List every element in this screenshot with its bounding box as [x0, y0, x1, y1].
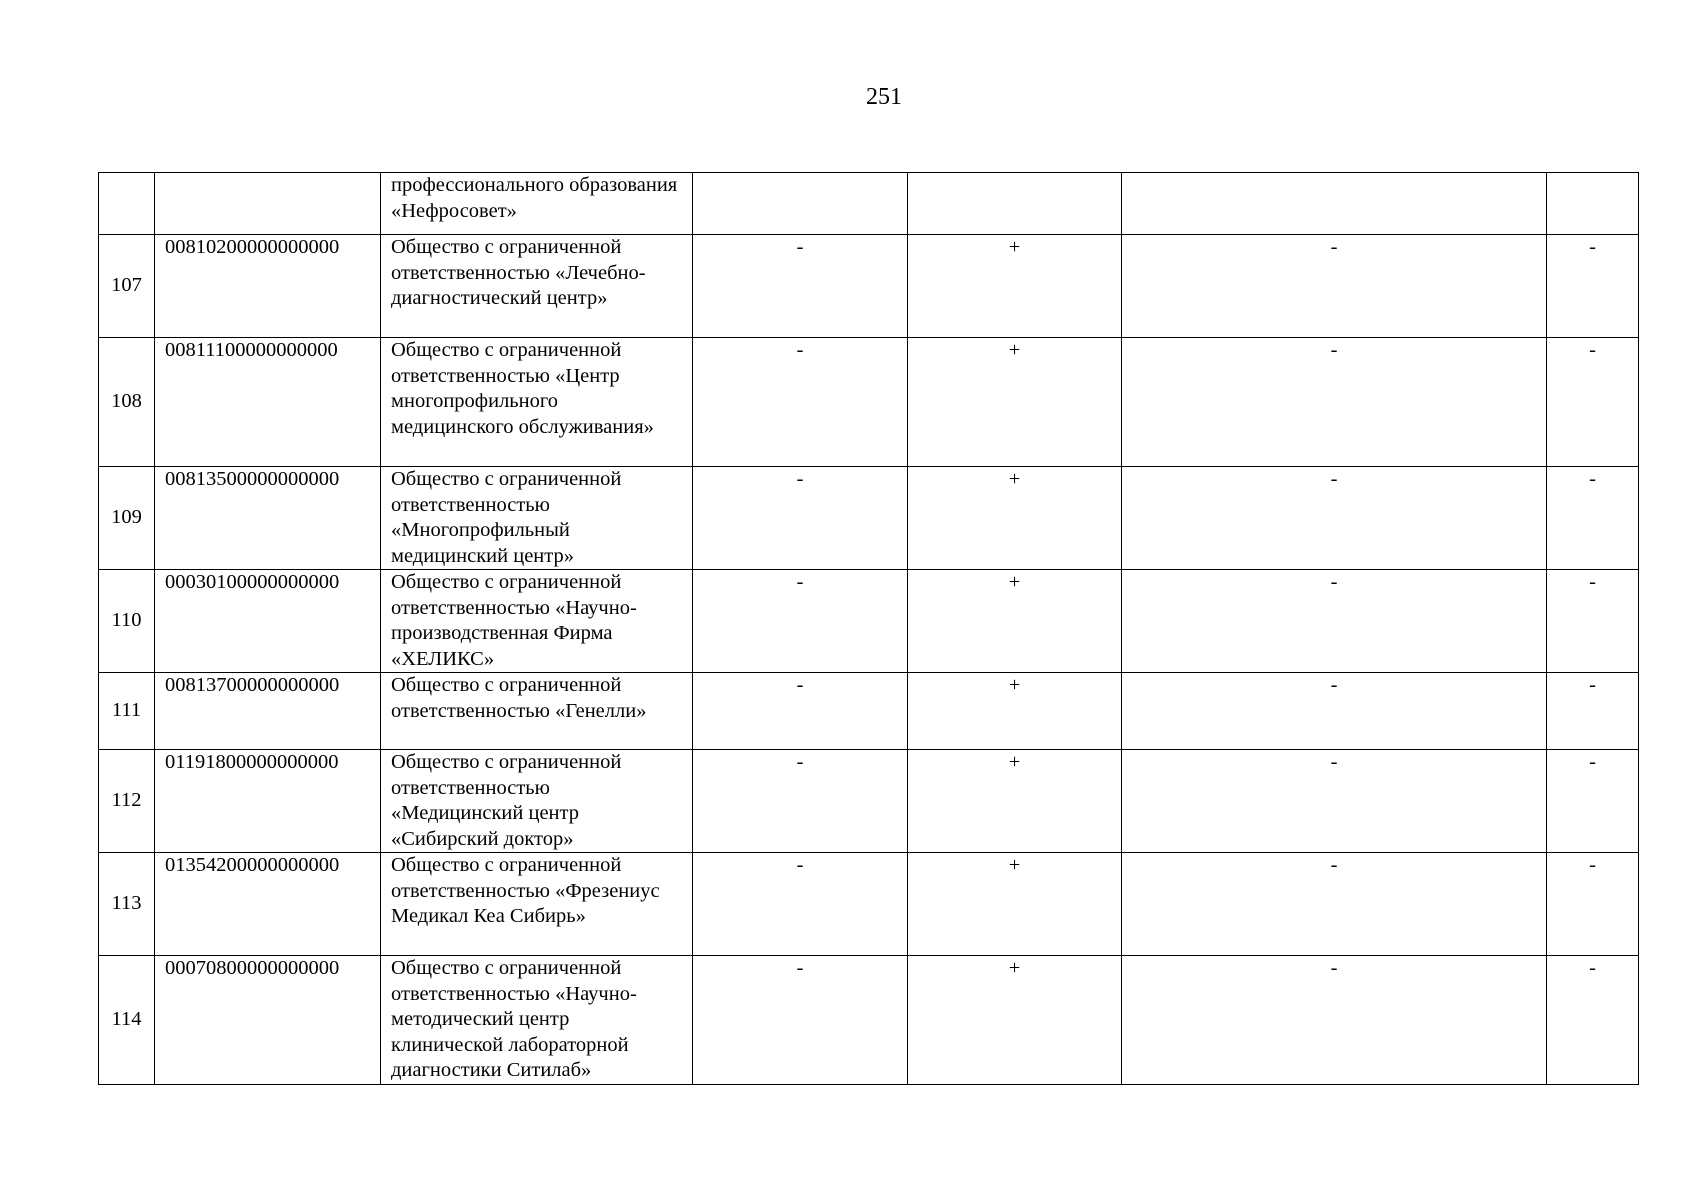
cell-name: Общество с ограниченной ответственностью «Научно-производственная Фирма «ХЕЛИКС»: [381, 570, 693, 673]
cell-number: 114: [99, 956, 155, 1085]
cell-number: 108: [99, 338, 155, 467]
cell-col-b: [908, 173, 1122, 235]
cell-col-c: -: [1122, 750, 1547, 853]
cell-name: Общество с ограниченной ответственностью «Лечебно-диагностический центр»: [381, 235, 693, 338]
cell-col-a: -: [693, 235, 908, 338]
cell-col-c: [1122, 173, 1547, 235]
cell-col-b: +: [908, 853, 1122, 956]
registry-table: [98, 172, 1639, 1085]
table-row: [99, 956, 1639, 1085]
cell-col-b: +: [908, 750, 1122, 853]
cell-col-b: +: [908, 338, 1122, 467]
cell-col-d: -: [1547, 235, 1639, 338]
cell-col-c: -: [1122, 956, 1547, 1085]
cell-number: 110: [99, 570, 155, 673]
cell-col-b: +: [908, 956, 1122, 1085]
cell-col-a: -: [693, 338, 908, 467]
cell-col-c: -: [1122, 673, 1547, 750]
cell-code: 00813700000000000: [155, 673, 381, 750]
cell-name: Общество с ограниченной ответственностью «Научно-методический центр клинической лабораторной диагностики Ситилаб»: [381, 956, 693, 1085]
cell-number: 112: [99, 750, 155, 853]
cell-number: 113: [99, 853, 155, 956]
table-row: [99, 467, 1639, 570]
cell-col-a: -: [693, 853, 908, 956]
cell-code: 00810200000000000: [155, 235, 381, 338]
cell-col-c: -: [1122, 235, 1547, 338]
table-row: [99, 853, 1639, 956]
cell-col-d: -: [1547, 570, 1639, 673]
cell-col-a: -: [693, 467, 908, 570]
table-row: [99, 750, 1639, 853]
cell-col-b: +: [908, 467, 1122, 570]
cell-col-a: [693, 173, 908, 235]
cell-code: [155, 173, 381, 235]
table-row: [99, 235, 1639, 338]
cell-col-a: -: [693, 570, 908, 673]
cell-code: 00811100000000000: [155, 338, 381, 467]
page-number: 251: [866, 84, 902, 110]
cell-name: Общество с ограниченной ответственностью «Центр многопрофильного медицинского обслуживания»: [381, 338, 693, 467]
table-row: [99, 570, 1639, 673]
cell-code: 01191800000000000: [155, 750, 381, 853]
cell-col-d: -: [1547, 467, 1639, 570]
cell-number: 109: [99, 467, 155, 570]
table-row: [99, 673, 1639, 750]
cell-col-c: -: [1122, 467, 1547, 570]
cell-name: Общество с ограниченной ответственностью «Многопрофильный медицинский центр»: [381, 467, 693, 570]
cell-code: 00070800000000000: [155, 956, 381, 1085]
cell-col-b: +: [908, 673, 1122, 750]
cell-name: Общество с ограниченной ответственностью «Фрезениус Медикал Кеа Сибирь»: [381, 853, 693, 956]
cell-number: [99, 173, 155, 235]
cell-name: профессионального образования «Нефросовет»: [381, 173, 693, 235]
table-row-continuation: [99, 173, 1639, 235]
cell-col-c: -: [1122, 853, 1547, 956]
cell-col-a: -: [693, 673, 908, 750]
cell-code: 01354200000000000: [155, 853, 381, 956]
cell-col-d: -: [1547, 673, 1639, 750]
cell-col-c: -: [1122, 338, 1547, 467]
cell-col-c: -: [1122, 570, 1547, 673]
cell-col-b: +: [908, 235, 1122, 338]
cell-code: 00030100000000000: [155, 570, 381, 673]
cell-name: Общество с ограниченной ответственностью «Генелли»: [381, 673, 693, 750]
cell-number: 107: [99, 235, 155, 338]
cell-col-d: -: [1547, 338, 1639, 467]
cell-col-d: -: [1547, 956, 1639, 1085]
cell-col-d: -: [1547, 853, 1639, 956]
cell-number: 111: [99, 673, 155, 750]
cell-col-a: -: [693, 750, 908, 853]
cell-col-b: +: [908, 570, 1122, 673]
cell-col-a: -: [693, 956, 908, 1085]
cell-col-d: [1547, 173, 1639, 235]
cell-name: Общество с ограниченной ответственностью «Медицинский центр «Сибирский доктор»: [381, 750, 693, 853]
cell-code: 00813500000000000: [155, 467, 381, 570]
cell-col-d: -: [1547, 750, 1639, 853]
table-row: [99, 338, 1639, 467]
